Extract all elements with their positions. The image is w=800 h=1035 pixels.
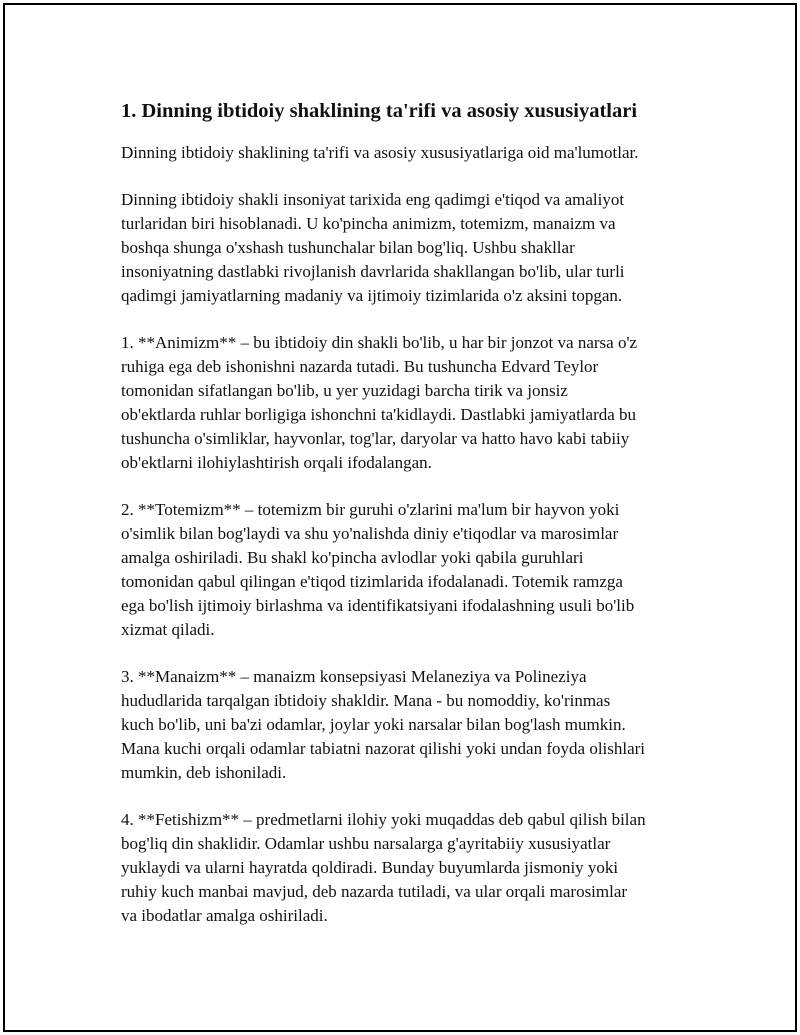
text-line: kuch bo'lib, uni ba'zi odamlar, joylar yoki narsalar bilan bog'lash mumkin.: [121, 715, 626, 734]
text-line: ruhiy kuch manbai mavjud, deb nazarda tutiladi, va ular orqali marosimlar: [121, 882, 628, 901]
text-line: tushuncha o'simliklar, hayvonlar, tog'lar, daryolar va hatto havo kabi tabiiy: [121, 429, 630, 448]
text-line: 4. **Fetishizm** – predmetlarni ilohiy yoki muqaddas deb qabul qilish bilan: [121, 810, 646, 829]
text-line: o'simlik bilan bog'laydi va shu yo'nalishda diniy e'tiqodlar va marosimlar: [121, 524, 619, 543]
text-line: 1. **Animizm** – bu ibtidoiy din shakli bo'lib, u har bir jonzot va narsa o'z: [121, 333, 638, 352]
text-line: mumkin, deb ishoniladi.: [121, 763, 287, 782]
text-line: bog'liq din shaklidir. Odamlar ushbu narsalarga g'ayritabiiy xususiyatlar: [121, 834, 611, 853]
text-line: Dinning ibtidoiy shakli insoniyat tarixida eng qadimgi e'tiqod va amaliyot: [121, 190, 625, 209]
text-line: yuklaydi va ularni hayratda qoldiradi. Bunday buyumlarda jismoniy yoki: [121, 858, 619, 877]
paragraph-fetishizm: [121, 808, 701, 928]
text-line: tomonidan qabul qilingan e'tiqod tizimlarida ifodalanadi. Totemik ramzga: [121, 572, 623, 591]
text-line: 2. **Totemizm** – totemizm bir guruhi o'zlarini ma'lum bir hayvon yoki: [121, 500, 620, 519]
text-line: insoniyatning dastlabki rivojlanish davrlarida shakllangan bo'lib, ular turli: [121, 262, 625, 281]
text-line: hududlarida tarqalgan ibtidoiy shakldir. Mana - bu nomoddiy, ko'rinmas: [121, 691, 611, 710]
document-title: 1. Dinning ibtidoiy shaklining ta'rifi va asosiy xususiyatlari: [121, 100, 638, 122]
text-line: ega bo'lish ijtimoiy birlashma va identifikatsiyani ifodalashning usuli bo'lib: [121, 596, 635, 615]
paragraph-totemizm: [121, 498, 701, 642]
text-line: ob'ektlarda ruhlar borligiga ishonchni ta'kidlaydi. Dastlabki jamiyatlarda bu: [121, 405, 637, 424]
text-line: ob'ektlarni ilohiylashtirish orqali ifodalangan.: [121, 453, 432, 472]
text-line: qadimgi jamiyatlarning madaniy va ijtimoiy tizimlarida o'z aksini topgan.: [121, 286, 623, 305]
text-line: tomonidan sifatlangan bo'lib, u yer yuzidagi barcha tirik va jonsiz: [121, 381, 568, 400]
text-line: 3. **Manaizm** – manaizm konsepsiyasi Melaneziya va Polineziya: [121, 667, 587, 686]
paragraph-animizm: [121, 331, 701, 475]
text-line: ruhiga ega deb ishonishni nazarda tutadi. Bu tushuncha Edvard Teylor: [121, 357, 599, 376]
text-line: amalga oshiriladi. Bu shakl ko'pincha avlodlar yoki qabila guruhlari: [121, 548, 584, 567]
text-line: Mana kuchi orqali odamlar tabiatni nazorat qilishi yoki undan foyda olishlari: [121, 739, 646, 758]
document-lead: Dinning ibtidoiy shaklining ta'rifi va asosiy xususiyatlariga oid ma'lumotlar.: [121, 143, 639, 162]
document-content: [121, 97, 701, 928]
document-page: [3, 3, 797, 1032]
paragraph-manaizm: [121, 665, 701, 785]
text-line: va ibodatlar amalga oshiriladi.: [121, 906, 328, 925]
text-line: boshqa shunga o'xshash tushunchalar bilan bog'liq. Ushbu shakllar: [121, 238, 575, 257]
text-line: turlaridan biri hisoblanadi. U ko'pincha animizm, totemizm, manaizm va: [121, 214, 616, 233]
text-line: xizmat qiladi.: [121, 620, 215, 639]
paragraph-intro: [121, 188, 701, 308]
